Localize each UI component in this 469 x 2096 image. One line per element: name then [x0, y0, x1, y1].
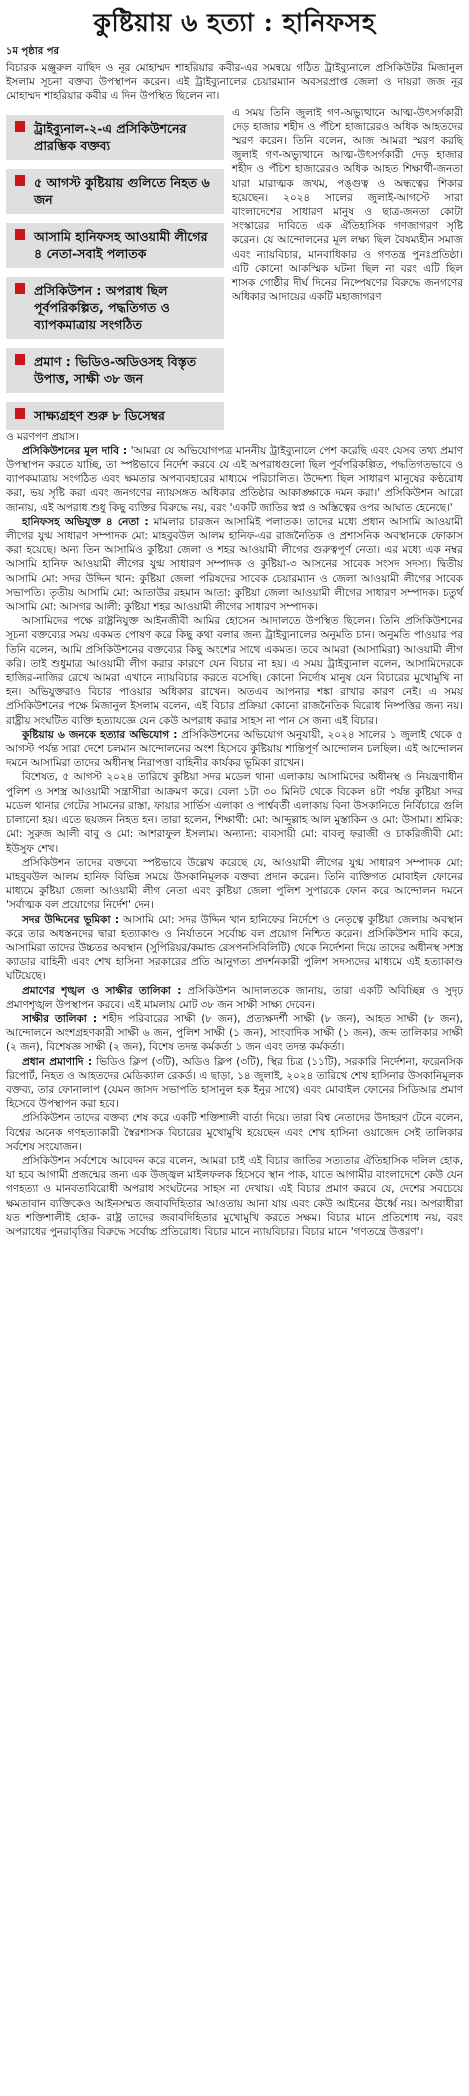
right-column-tail: ও মরণপণ প্রয়াস।: [6, 430, 79, 443]
article-paragraph: [6, 1111, 463, 1154]
right-column-text: এ সময় তিনি জুলাই গণ-অভ্যুত্থানে আত্ম-উৎসর্গকারী দেড় হাজার শহীদ ও পঁচিশ হাজারেরও অধিক আহতদের স্মরণ করেন। তিনি বলেন, আজ আমরা স্মরণ করছি জুলাই গণ-অভ্যুত্থানে আত্ম-উৎসর্গকারী দেড় হাজার শহীদ ও পঁচিশ হাজারেরও অধিক আহত শিক্ষার্থী-জনতা যারা মারাত্মক জখম, পঙ্গুত্ব ও অন্ধত্বের শিকার হয়েছেন। ২০২৪ সালের জুলাই-আগস্টে সারা বাংলাদেশের সাধারণ মানুষ ও ছাত্র-জনতা কোটা সংস্কারের দাবিতে এক ঐতিহাসিক গণজাগরণ সৃষ্টি করেন। যে আন্দোলনের মূল লক্ষ্য ছিল বৈষম্যহীন সমাজ এবং ন্যায়বিচার, মানবাধিকার ও গণতন্ত্র পুনঃপ্রতিষ্ঠা। এটি কোনো আকস্মিক ঘটনা ছিল না বরং এটি ছিল শাসক গোষ্ঠীর দীর্ঘ দিনের নিষ্পেষণের বিরুদ্ধে জনগণের অধিকার আদায়ের একটি মহাজাগরণ: [232, 106, 463, 304]
paragraph-lead: সাক্ষীর তালিকা :: [22, 1012, 97, 1025]
highlight-box: [6, 169, 224, 214]
red-bullet-icon: [15, 229, 25, 240]
intro-paragraph: বিচারক মঞ্জুরুল বাছিদ ও নূর মোহাম্মদ শাহরিয়ার কবীর-এর সমন্বয়ে গঠিত ট্রাইব্যুনালে প্রসিকিউটর মিজানুল ইসলাম সূচনা বক্তব্য উপস্থাপন করেন। এই ট্রাইব্যুনালের চেয়ারম্যান অবসরপ্রাপ্ত জেলা ও দায়রা জজ নূর মোহাম্মদ শাহরিয়ার কবীর এ দিন উপস্থিত ছিলেন না।: [6, 62, 463, 103]
article-paragraph: [6, 614, 463, 728]
paragraph-body: আসামি মো: সদর উদ্দিন খান হানিফের নির্দেশে ও নেতৃত্বে কুষ্টিয়া জেলায় অবস্থান করে তার অধস্তনদের দ্বারা হত্যাকাণ্ড ও নির্যাতনে সর্বোচ্চ বল প্রয়োগ নিশ্চিত করেন। প্রসিকিউশন দাবি করে, আসামিরা তাদের উচ্চতর অবস্থান (সুপিরিয়র/কমান্ড রেসপনসিবিলিটি) থেকে নির্দেশনা দিয়ে তাদের অধীনস্থ সশস্ত্র ক্যাডার বাহিনী এবং শেখ হাসিনা সরকারের প্রতি আনুগত্য প্রদর্শনকারী পুলিশ সদস্যদের মাধ্যমে এই হত্যাকাণ্ড ঘটিয়েছে।: [6, 913, 463, 983]
article-paragraph: [6, 515, 463, 614]
headline: কুষ্টিয়ায় ৬ হত্যা : হানিফসহ: [93, 8, 376, 37]
paragraph-body: প্রসিকিউশন আদালতকে জানায়, তারা একটি অবিচ্ছিন্ন ও সুদৃঢ় প্রমাণশৃঙ্খল উপস্থাপন করবে। এই মামলায় মোট ৩৮ জন সাক্ষী সাক্ষ্য দেবেন।: [6, 984, 463, 1011]
article-body: [0, 444, 469, 1239]
paragraph-body: মামলার চারজন আসামিই পলাতক। তাদের মধ্যে প্রধান আসামি আওয়ামী লীগের যুগ্ম সাধারণ সম্পাদক মো: মাহবুবউল আলম হানিফ-এর রাজনৈতিক ও প্রশাসনিক অবস্থানকে ফোকাস করা হয়েছে। অন্য তিন আসামিও কুষ্টিয়া জেলা ও শহর আওয়ামী লীগের গুরুত্বপূর্ণ নেতা। এর মধ্যে এক নম্বর আসামি হানিফ আওয়ামী লীগের যুগ্ম সাধারণ সম্পাদক ও কুষ্টিয়া-৩ আসনের সাবেক সংসদ সদস্য। দ্বিতীয় আসামি মো: সদর উদ্দিন খান: কুষ্টিয়া জেলা পরিষদের সাবেক চেয়ারম্যান ও জেলা আওয়ামী লীগের সাবেক সভাপতি। তৃতীয় আসামি মো: আতাউর রহমান আতা: কুষ্টিয়া জেলা আওয়ামী লীগের সাধারণ সম্পাদক। চতুর্থ আসামি মো: আসগর আলী: কুষ্টিয়া শহর আওয়ামী লীগের সাধারণ সম্পাদক।: [6, 515, 464, 614]
paragraph-lead: হানিফসহ অভিযুক্ত ৪ নেতা :: [22, 515, 149, 528]
paragraph-body: প্রসিকিউশন তাদের বক্তব্যে স্পষ্টভাবে উল্লেখ করেছে যে, আওয়ামী লীগের যুগ্ম সাধারণ সম্পাদক মো: মাহবুবউল আলম হানিফ বিভিন্ন সময়ে উসকানিমূলক বক্তব্য প্রদান করেন। তিনি ব্যক্তিগত মোবাইল ফোনের মাধ্যমে কুষ্টিয়া জেলা আওয়ামী লীগ নেতা এবং কুষ্টিয়া জেলা পুলিশ সুপারকে ফোন করে আন্দোলন দমনে 'সর্বাত্মক বল প্রয়োগের নির্দেশ' দেন।: [6, 856, 463, 912]
right-column: [232, 106, 463, 430]
red-bullet-icon: [15, 121, 25, 132]
highlight-text: আসামি হানিফসহ আওয়ামী লীগের ৪ নেতা-সবাই পলাতক: [34, 228, 208, 261]
paragraph-body: আসামিদের পক্ষে রাষ্ট্রনিযুক্ত আইনজীবী আমির হোসেন আদালতে উপস্থিত ছিলেন। তিনি প্রসিকিউশনের সূচনা বক্তব্যের সময় একমত পোষণ করে কিছু কথা বলার জন্য ট্রাইব্যুনালের অনুমতি চান। অনুমতি পাওয়ার পর তিনি বলেন, আমি প্রসিকিউশনের বক্তব্যের কিছু অংশের সাথে একমত। তবে আমরা (আসামিরা) আওয়ামী লীগ করি। তাই শুধুমাত্র আওয়ামী লীগ করার কারণে যেন বিচার না হয়। এ সময় ট্রাইব্যুনাল বলেন, আসামিদেরকে হাজির-নাজির রেখে আমরা এখানে ন্যায়বিচার করতে বসেছি। কোনো নির্দোষ মানুষ যেন বিচারের মুখোমুখি না হন। অভিযুক্তরাও বিচার পাওয়ার অধিকার রাখেন। অতএব আপনার শঙ্কা রাখার কারণ নেই। এ সময় প্রসিকিউশনের পক্ষে মিজানুল ইসলাম বলেন, এই বিচার প্রক্রিয়া কোনো রাজনৈতিক বিরোধ নিষ্পত্তির জন্য নয়। রাষ্ট্রীয় সংঘটিত ব্যক্তি হত্যাযজ্ঞে যেন কেউ অপরাধ করার সাহস না পান সে জন্য এই বিচার।: [6, 615, 463, 727]
red-bullet-icon: [15, 283, 25, 294]
highlight-text: প্রসিকিউশন : অপরাধ ছিল পূর্বপরিকল্পিত, পদ্ধতিগত ও ব্যাপকমাত্রায় সংগঠিত: [34, 282, 170, 332]
highlight-box: [6, 115, 224, 160]
highlights-sidebar: [6, 106, 224, 430]
article-paragraph: [6, 1012, 463, 1055]
red-bullet-icon: [15, 408, 25, 419]
article-paragraph: [6, 913, 463, 984]
article-paragraph: [6, 856, 463, 913]
continued-label: ১ম পৃষ্ঠার পর: [6, 46, 59, 57]
red-bullet-icon: [15, 354, 25, 365]
highlight-text: ট্রাইব্যুনাল-২-এ প্রসিকিউশনের প্রারম্ভিক বক্তব্য: [34, 120, 187, 153]
highlight-box: [6, 277, 224, 339]
paragraph-lead: প্রমাণের শৃঙ্খল ও সাক্ষীর তালিকা :: [22, 984, 182, 997]
paragraph-lead: প্রসিকিউশনের মূল দাবি :: [22, 444, 128, 457]
article-paragraph: [6, 444, 463, 515]
paragraph-body: শহীদ পরিবারের সাক্ষী (৮ জন), প্রত্যক্ষদর্শী সাক্ষী (৮ জন), আহত সাক্ষী (৮ জন), আন্দোলনে অংশগ্রহণকারী সাক্ষী ৬ জন, পুলিশ সাক্ষী (১ জন), সাংবাদিক সাক্ষী (১ জন), জব্দ তালিকার সাক্ষী (২ জন), বিশেষজ্ঞ সাক্ষী (২ জন), বিশেষ তদন্ত কর্মকর্তা ১ জন এবং তদন্ত কর্মকর্তা।: [6, 1012, 463, 1054]
red-bullet-icon: [15, 175, 25, 186]
paragraph-lead: প্রধান প্রমাণাদি :: [22, 1055, 93, 1068]
paragraph-body: প্রসিকিউশনের অভিযোগ অনুযায়ী, ২০২৪ সালের ১ জুলাই থেকে ৫ আগস্ট পর্যন্ত সারা দেশে চলমান আন্দোলনের অংশ হিসেবে কুষ্টিয়ায় শান্তিপূর্ণ আন্দোলন চলছিল। এই আন্দোলন দমনে আসামিরা তাদের অধীনস্থ নিরাপত্তা বাহিনীর কার্যকর ভূমিকা রাখেন।: [6, 728, 463, 770]
paragraph-body: প্রসিকিউশন তাদের বক্তব্য শেষ করে একটি শক্তিশালী বার্তা দিয়ে। তারা বিশ্ব নেতাদের উদাহরণ টেনে বলেন, বিশ্বের অনেক গণহত্যাকারী স্বৈরশাসক বিচারের মুখোমুখি হয়েছেন এবং শেখ হাসিনা ওয়াজেদ সেই তালিকার সর্বশেষ সংযোজন।: [6, 1112, 463, 1153]
highlight-box: [6, 402, 224, 430]
highlight-box: [6, 348, 224, 393]
paragraph-lead: কুষ্টিয়ায় ৬ জনকে হত্যার অভিযোগ :: [22, 728, 178, 741]
two-column-block: [6, 106, 463, 430]
paragraph-body: 'আমরা যে অভিযোগপত্র মাননীয় ট্রাইব্যুনালে পেশ করেছি এবং যেসব তথ্য প্রমাণ উপস্থাপন করতে যাচ্ছি, তা স্পষ্টভাবে নির্দেশ করবে যে এই অপরাধগুলো ছিল পূর্বপরিকল্পিত, পদ্ধতিগতভাবে ও ব্যাপকমাত্রায় সংগঠিত এবং ক্ষমতার অপব্যবহারের মাধ্যমে পরিচালিত। উদ্দেশ্য ছিল সাধারণ মানুষের কণ্ঠরোধ করা, ভয় সৃষ্টি করা এবং জনগণের ন্যায়সঙ্গত অধিকার প্রতিষ্ঠার আকাঙ্ক্ষাকে দমন করা।' প্রসিকিউশন আরো জানায়, এই অপরাধ শুধু কিছু ব্যক্তির বিরুদ্ধে নয়, বরং 'একটি জাতির স্বপ্ন ও অস্তিত্বের ওপর আঘাত হেনেছে।': [6, 444, 464, 514]
paragraph-lead: সদর উদ্দিনের ভূমিকা :: [22, 913, 120, 926]
highlight-text: সাক্ষ্যগ্রহণ শুরু ৮ ডিসেম্বর: [34, 407, 165, 423]
highlight-text: ৫ আগস্ট কুষ্টিয়ায় গুলিতে নিহত ৬ জন: [34, 174, 210, 207]
paragraph-body: প্রসিকিউশন সর্বশেষে আবেদন করে বলেন, আমরা চাই এই বিচার জাতির সত্যতার ঐতিহাসিক দলিল হোক, যা হবে আগামী প্রজন্মের জন্য এক উজ্জ্বল মাইলফলক হিসেবে স্থান পাক, যাতে আগামীর বাংলাদেশে কেউ যেন গণহত্যা ও মানবতাবিরোধী অপরাধ সংঘটনের সাহস না দেখায়। এই বিচার প্রমাণ করবে যে, দেশের সবচেয়ে ক্ষমতাবান ব্যক্তিকেও আইনসম্মত জবাবদিহিতার আওতায় আনা যায় এবং কেউ আইনের ঊর্ধ্বে নয়। অপরাধীরা যত শক্তিশালীই হোক- রাষ্ট্র তাদের জবাবদিহিতার মুখোমুখি করতে সক্ষম। বিচার মানে প্রতিশোধ নয়, বরং অপরাধের পুনরাবৃত্তির বিরুদ্ধে সর্বোচ্চ প্রতিরোধ। বিচার মানে ন্যায়বিচার। বিচার মানে 'গণতন্ত্রে উত্তরণ'।: [6, 1154, 463, 1238]
paragraph-body: বিশেষত, ৫ আগস্ট ২০২৪ তারিখে কুষ্টিয়া সদর মডেল থানা এলাকায় আসামিদের অধীনস্থ ও নিয়ন্ত্রণাধীন পুলিশ ও সশস্ত্র আওয়ামী সন্ত্রাসীরা আক্রমণ করে। বেলা ১টা ৩০ মিনিট থেকে বিকেল ৪টা পর্যন্ত কুষ্টিয়া সদর মডেল থানার গেটের সামনের রাস্তা, ফায়ার সার্ভিস এলাকা ও পার্শ্ববর্তী এলাকায় বিনা উসকানিতে নির্বিচারে গুলি চালানো হয়। এতে ছয়জন নিহত হন। তারা হলেন, শিক্ষার্থী: মো: আব্দুল্লাহ আল মুস্তাকিন ও মো: উসামা। শ্রমিক: মো: সুরুজ আলী বাবু ও মো: আশরাফুল ইসলাম। অন্যান্য: ব্যবসায়ী মো: বাবলু ফরাজী ও চাকরিজীবী মো: ইউসুফ শেখ।: [6, 771, 463, 855]
article-paragraph: [6, 770, 463, 855]
article-paragraph: [6, 984, 463, 1012]
article-paragraph: [6, 1154, 463, 1239]
highlight-text: প্রমাণ : ভিডিও-অডিওসহ বিস্তৃত উপাত্ত, সাক্ষী ৩৮ জন: [34, 353, 197, 386]
paragraph-body: ভিডিও ক্লিপ (৩টি), অডিও ক্লিপ (৩টি), স্থির চিত্র (১১টি), সরকারি নির্দেশনা, ফরেনসিক রিপোর্ট, নিহত ও আহতদের মেডিক্যাল রেকর্ড। এ ছাড়া, ১৪ জুলাই, ২০২৪ তারিখে শেখ হাসিনার উসকানিমূলক বক্তব্য, তার ফোনালাপ (যেমন জাসদ সভাপতি হাসানুল হক ইনুর সাথে) এবং মোবাইল ফোনের সিডিআর প্রমাণ হিসেবে উপস্থাপন করা হবে।: [6, 1055, 463, 1111]
article-paragraph: [6, 728, 463, 771]
article-paragraph: [6, 1055, 463, 1112]
highlight-box: [6, 223, 224, 268]
